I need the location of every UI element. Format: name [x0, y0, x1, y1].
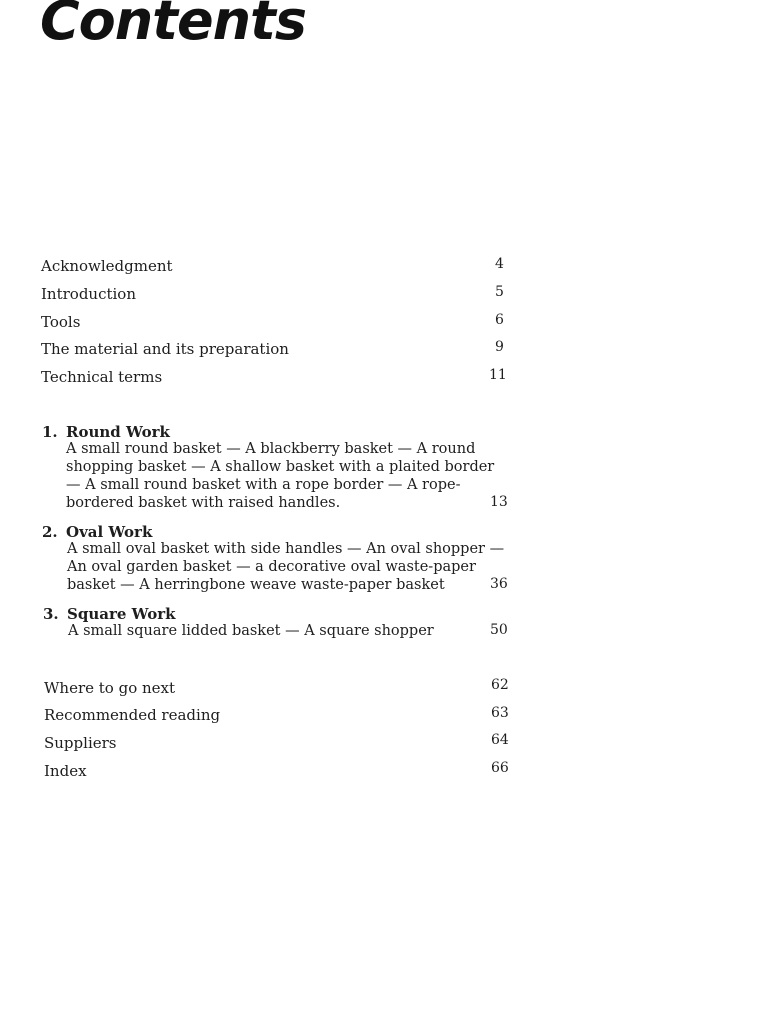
chapter-3-heading	[43, 605, 176, 623]
chapter-2-line: An oval garden basket — a decorative oval waste-paper	[67, 559, 476, 575]
chapter-3-number: 3.	[43, 605, 59, 623]
chapter-1-number: 1.	[42, 423, 58, 441]
chapter-1-line: shopping basket — A shallow basket with a plaited border	[66, 459, 495, 475]
page-title: Contents	[40, 0, 307, 52]
toc-entry-recommended-reading: Recommended reading	[44, 706, 221, 724]
chapter-1-line: bordered basket with raised handles.	[66, 495, 341, 511]
toc-page-introduction: 5	[495, 284, 504, 300]
toc-entry-suppliers: Suppliers	[44, 734, 117, 752]
toc-page-suppliers: 64	[491, 732, 509, 748]
chapter-1-line: A small round basket — A blackberry basket — A round	[66, 441, 476, 457]
chapter-2-line: basket — A herringbone weave waste-paper basket	[67, 577, 445, 593]
toc-page-technical-terms: 11	[489, 367, 507, 383]
chapter-2-title: Oval Work	[66, 523, 153, 541]
chapter-2-number: 2.	[42, 523, 58, 541]
chapter-3-title: Square Work	[67, 605, 176, 623]
chapter-1-heading	[42, 423, 170, 441]
chapter-2-line: A small oval basket with side handles — An oval shopper —	[67, 541, 505, 557]
toc-entry-material: The material and its preparation	[41, 340, 289, 358]
toc-entry-where-to-go-next: Where to go next	[44, 679, 176, 697]
chapter-3-description	[68, 622, 488, 640]
toc-entry-index: Index	[44, 762, 87, 780]
chapter-2-heading	[42, 523, 152, 541]
toc-entry-technical-terms: Technical terms	[41, 368, 163, 386]
toc-page-tools: 6	[495, 312, 504, 328]
toc-page-index: 66	[491, 760, 509, 776]
chapter-1-page: 13	[490, 494, 508, 510]
chapter-1-line: — A small round basket with a rope border — A rope-	[66, 477, 461, 493]
toc-entry-tools: Tools	[41, 313, 81, 331]
chapter-1-description	[66, 440, 495, 512]
toc-entry-introduction: Introduction	[41, 285, 136, 303]
chapter-3-line: A small square lidded basket — A square shopper	[68, 623, 434, 639]
toc-page-material: 9	[495, 339, 504, 355]
chapter-3-page: 50	[490, 622, 508, 638]
toc-entry-acknowledgment: Acknowledgment	[41, 257, 173, 275]
chapter-2-page: 36	[490, 576, 508, 592]
toc-page-acknowledgment: 4	[495, 256, 504, 272]
chapter-1-title: Round Work	[66, 423, 170, 441]
toc-page-recommended-reading: 63	[491, 705, 509, 721]
toc-page-where-to-go-next: 62	[491, 677, 509, 693]
